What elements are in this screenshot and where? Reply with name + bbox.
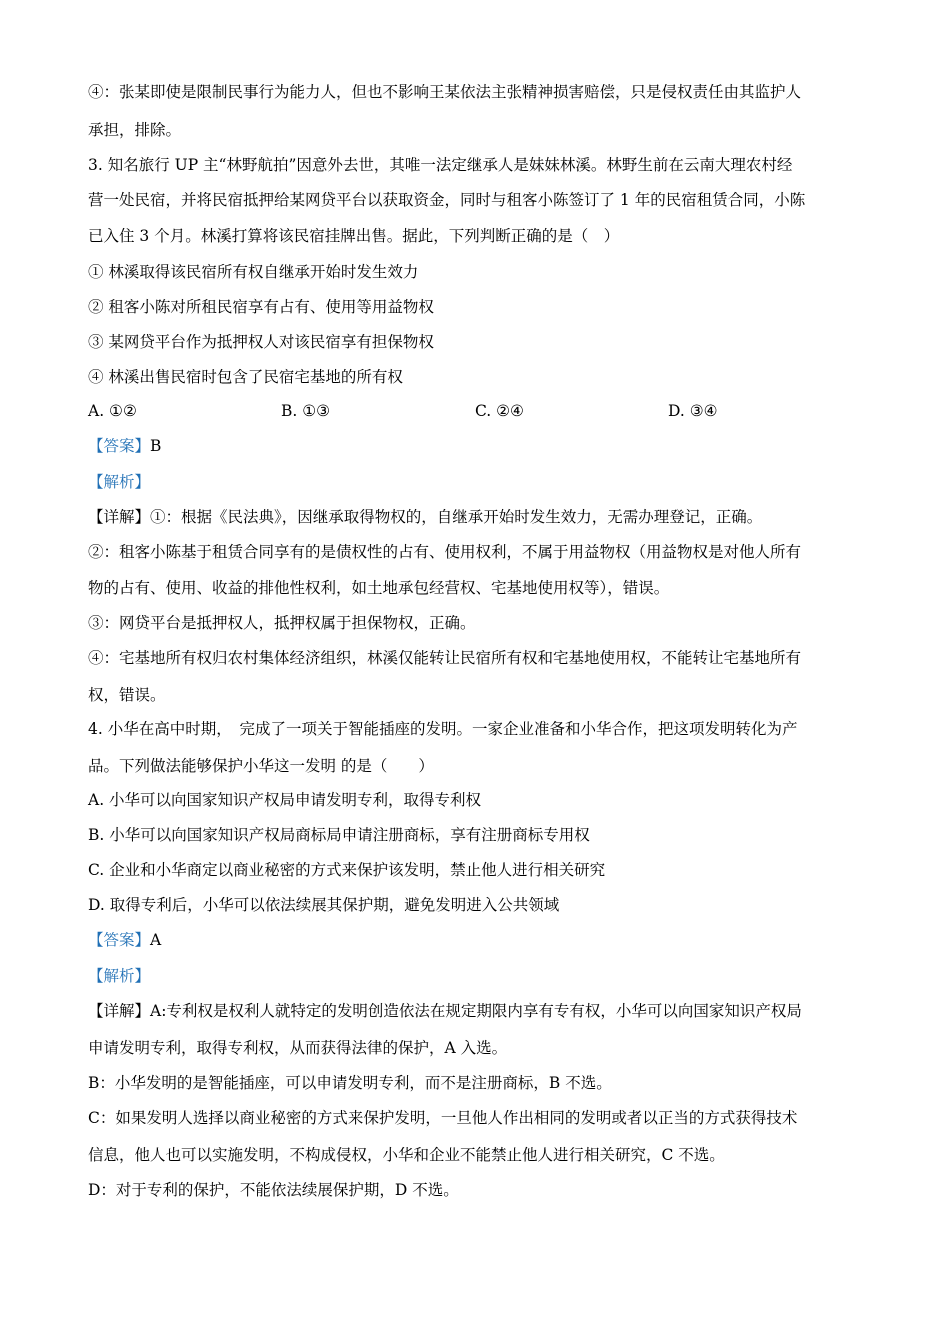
q4-detail-a2: 申请发明专利，取得专利权，从而获得法律的保护，A 入选。: [88, 1039, 508, 1057]
q3-option-a: A. ①②: [88, 402, 137, 420]
q3-detail-4b: 权，错误。: [88, 686, 166, 704]
q3-analysis-tag: 【解析】: [88, 473, 151, 491]
q3-answer-line: [88, 436, 161, 456]
q4-detail-line-1: [88, 1001, 802, 1021]
q3-stem-line-3: 已入住 3 个月。林溪打算将该民宿挂牌出售。据此，下列判断正确的是（ ）: [88, 227, 620, 245]
q3-detail-line-1: [88, 507, 762, 527]
q3-statement-1: ① 林溪取得该民宿所有权自继承开始时发生效力: [88, 263, 419, 281]
q3-detail-3: ③：网贷平台是抵押权人，抵押权属于担保物权，正确。: [88, 614, 476, 632]
q4-detail-b: B：小华发明的是智能插座，可以申请发明专利，而不是注册商标，B 不选。: [88, 1074, 612, 1092]
q4-analysis-tag: 【解析】: [88, 967, 151, 985]
q3-option-b: B. ①③: [281, 402, 331, 420]
q3-detail-tag: 【详解】: [88, 508, 151, 526]
q4-option-a: A. 小华可以向国家知识产权局申请发明专利，取得专利权: [88, 791, 482, 809]
q4-detail-c2: 信息，他人也可以实施发明，不构成侵权，小华和企业不能禁止他人进行相关研究，C 不选。: [88, 1146, 725, 1164]
q4-detail-a1: A:专利权是权利人就特定的发明创造依法在规定期限内享有专有权，小华可以向国家知识产权局: [150, 1002, 802, 1020]
q4-detail-tag: 【详解】: [88, 1002, 151, 1020]
q4-stem-line-1: 4. 小华在高中时期， 完成了一项关于智能插座的发明。一家企业准备和小华合作，把这项发明转化为产: [88, 720, 798, 738]
q4-option-c: C. 企业和小华商定以商业秘密的方式来保护该发明，禁止他人进行相关研究: [88, 861, 606, 879]
q3-option-d: D. ③④: [668, 402, 718, 420]
q4-option-d: D. 取得专利后，小华可以依法续展其保护期，避免发明进入公共领域: [88, 896, 560, 914]
prev-answer-line-4b: 承担，排除。: [88, 121, 182, 139]
q3-answer-tag: 【答案】: [88, 437, 151, 455]
q3-statement-4: ④ 林溪出售民宿时包含了民宿宅基地的所有权: [88, 368, 403, 386]
q3-stem-line-2: 营一处民宿，并将民宿抵押给某网贷平台以获取资金，同时与租客小陈签订了 1 年的民宿租赁合同，小陈: [88, 191, 806, 209]
q3-detail-2a: ②：租客小陈基于租赁合同享有的是债权性的占有、使用权利，不属于用益物权（用益物权是对他人所有: [88, 543, 802, 561]
q4-answer-value: A: [150, 931, 162, 949]
q3-stem-line-1: 3. 知名旅行 UP 主“林野航拍”因意外去世，其唯一法定继承人是妹妹林溪。林野生前在云南大理农村经: [88, 156, 793, 174]
q3-statement-3: ③ 某网贷平台作为抵押权人对该民宿享有担保物权: [88, 333, 434, 351]
q3-detail-4a: ④：宅基地所有权归农村集体经济组织，林溪仅能转让民宿所有权和宅基地使用权，不能转让宅基地所有: [88, 649, 802, 667]
q4-detail-c1: C：如果发明人选择以商业秘密的方式来保护发明，一旦他人作出相同的发明或者以正当的方式获得技术: [88, 1109, 798, 1127]
q4-answer-line: [88, 930, 161, 950]
q3-answer-value: B: [150, 437, 162, 455]
q3-statement-2: ② 租客小陈对所租民宿享有占有、使用等用益物权: [88, 298, 434, 316]
prev-answer-line-4a: ④：张某即使是限制民事行为能力人，但也不影响王某依法主张精神损害赔偿，只是侵权责任由其监护人: [88, 83, 802, 101]
q3-detail-2b: 物的占有、使用、收益的排他性权利，如土地承包经营权、宅基地使用权等），错误。: [88, 579, 670, 597]
q4-answer-tag: 【答案】: [88, 931, 151, 949]
q4-analysis-line: [88, 966, 150, 986]
q4-detail-d: D：对于专利的保护，不能依法续展保护期，D 不选。: [88, 1181, 459, 1199]
q3-option-c: C. ②④: [475, 402, 524, 420]
q4-option-b: B. 小华可以向国家知识产权局商标局申请注册商标，享有注册商标专用权: [88, 826, 590, 844]
q3-detail-1: ①：根据《民法典》，因继承取得物权的，自继承开始时发生效力，无需办理登记，正确。: [150, 508, 763, 526]
q4-stem-line-2: 品。下列做法能够保护小华这一发明 的是（ ）: [88, 757, 434, 775]
q3-analysis-line: [88, 472, 150, 492]
